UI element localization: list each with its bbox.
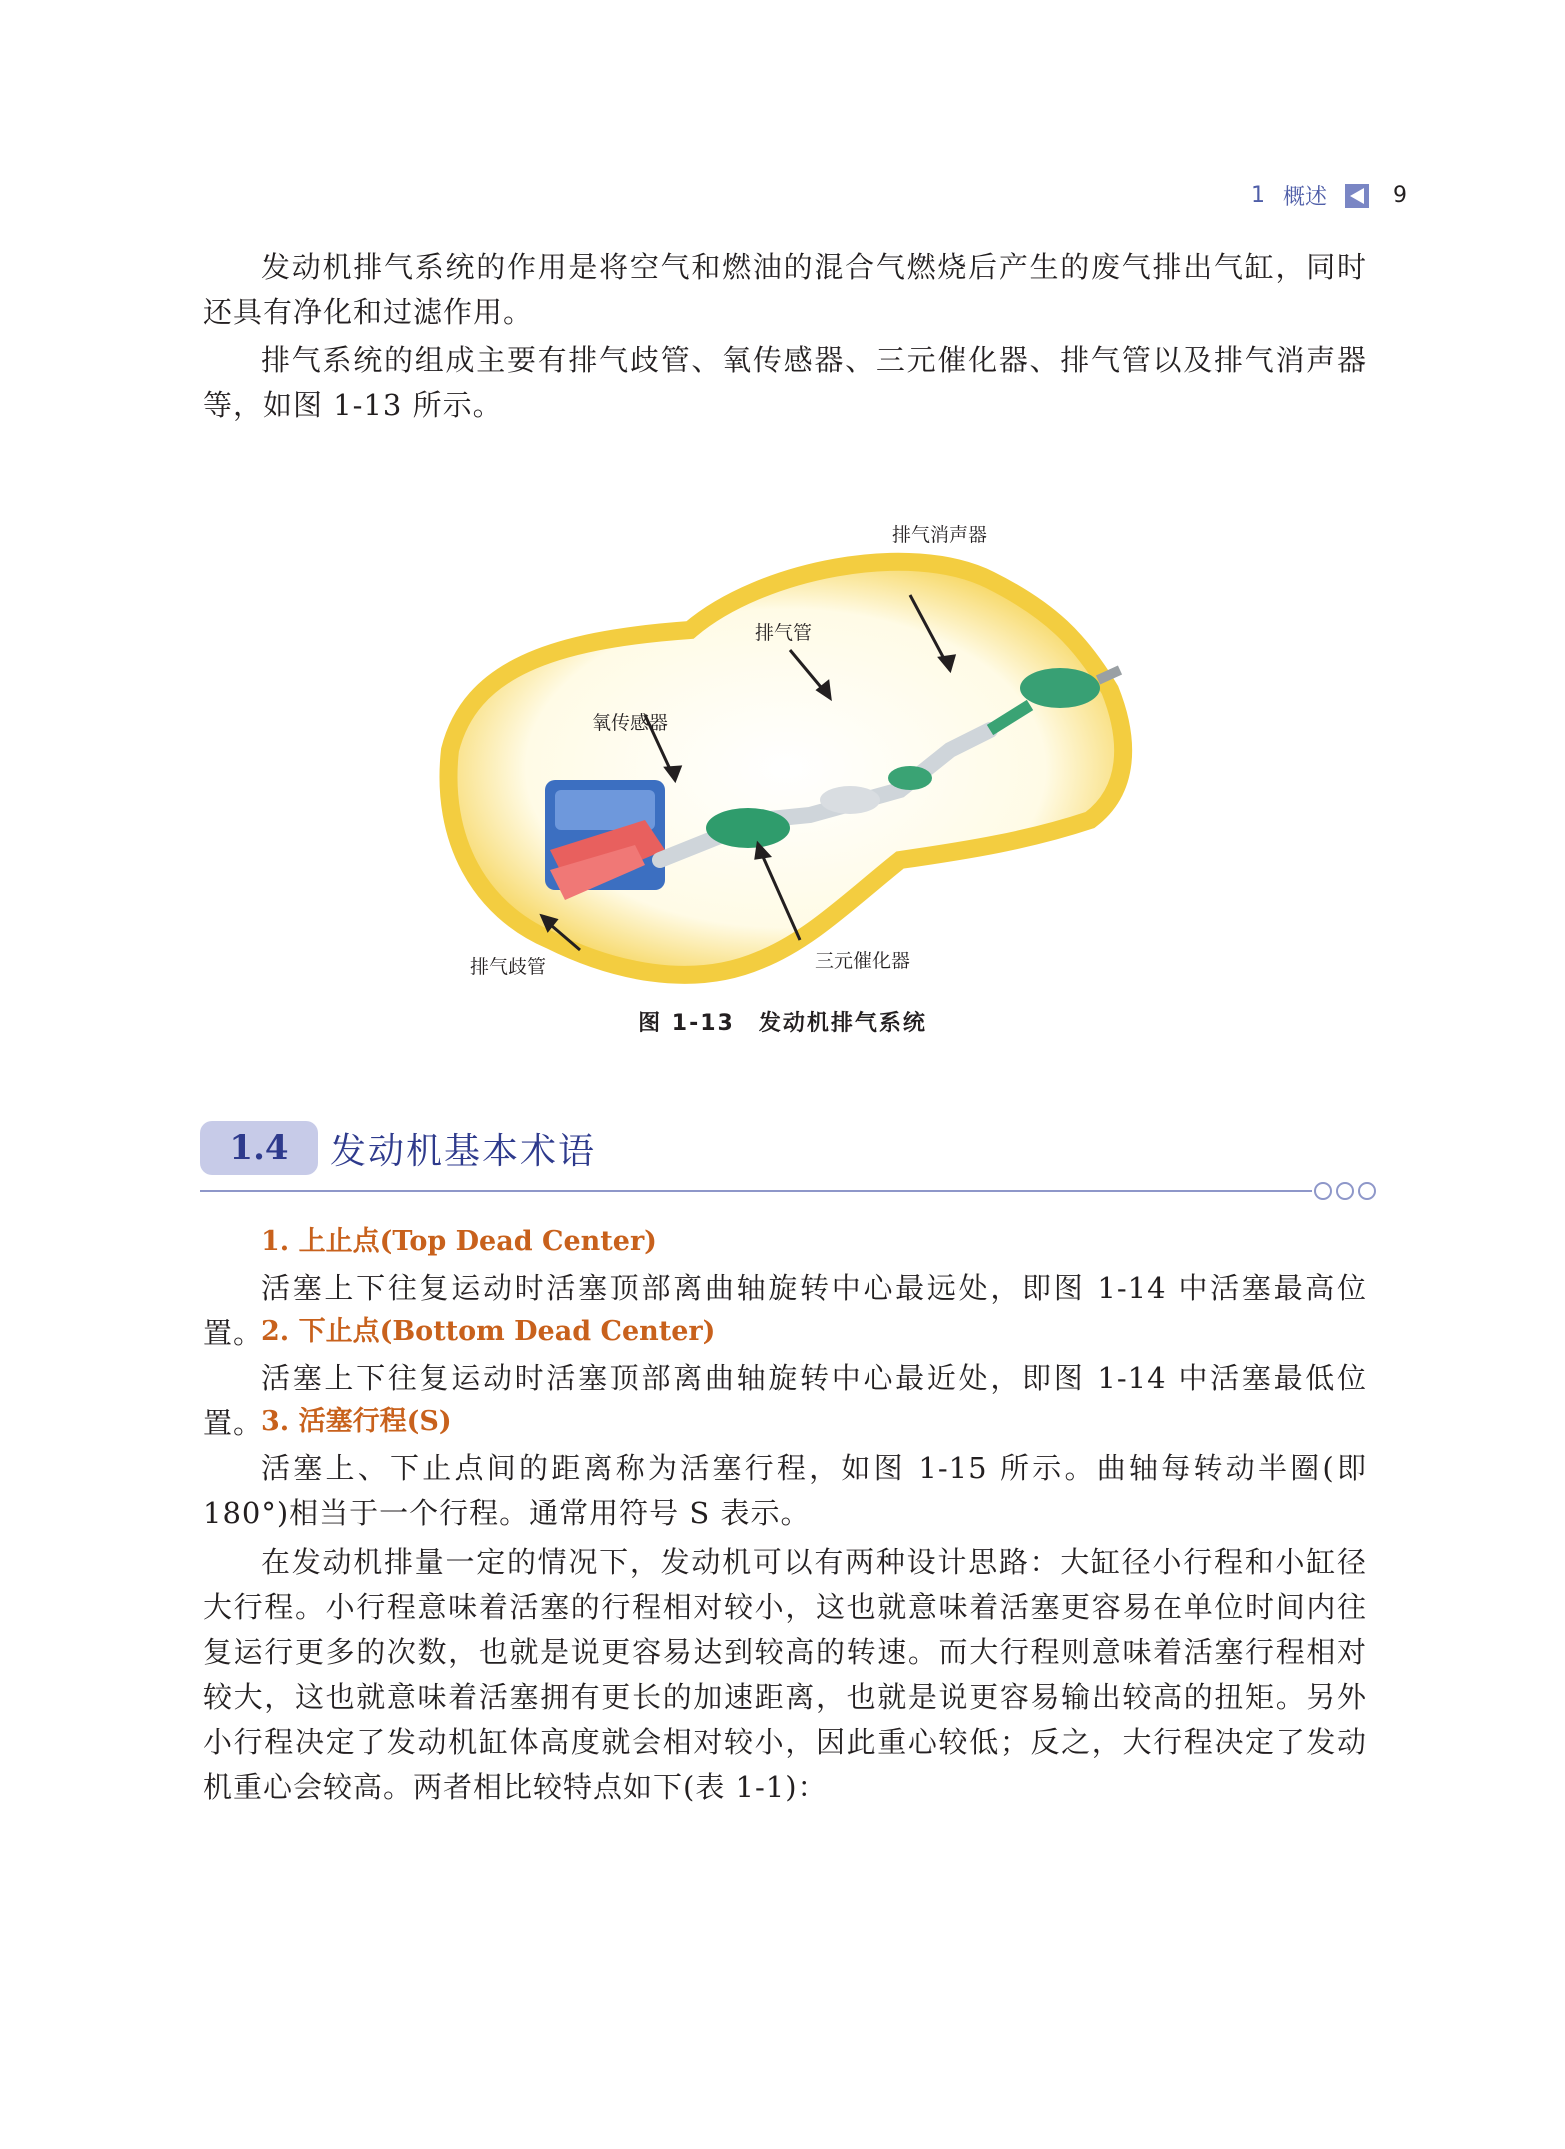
- figure-caption: 图 1-13 发动机排气系统: [638, 1011, 927, 1036]
- section-number: 1.4: [200, 1121, 318, 1175]
- term-3-heading: 3. 活塞行程(S): [261, 1406, 452, 1437]
- section-divider: [200, 1190, 1312, 1192]
- engine-block: [545, 780, 665, 900]
- chapter-number: 1: [1250, 183, 1265, 208]
- catalytic-converter: [706, 808, 790, 848]
- label-oxygen-sensor: 氧传感器: [592, 712, 669, 734]
- intro-paragraph-2: 排气系统的组成主要有排气歧管、氧传感器、三元催化器、排气管以及排气消声器等，如图 1-13 所示。: [203, 343, 1367, 422]
- page-number: 9: [1393, 183, 1407, 208]
- chapter-marker-icon: [1345, 184, 1369, 208]
- divider-circles-icon: [1314, 1182, 1376, 1200]
- exhaust-system-illustration: [430, 520, 1150, 1000]
- running-header: [1251, 180, 1407, 211]
- term-3-body: 活塞上、下止点间的距离称为活塞行程，如图 1-15 所示。曲轴每转动半圈(即 180°)相当于一个行程。通常用符号 S 表示。: [203, 1451, 1367, 1530]
- term-2-body: 活塞上下往复运动时活塞顶部离曲轴旋转中心最近处，即图 1-14 中活塞最低位置。: [203, 1361, 1367, 1440]
- label-muffler: 排气消声器: [892, 524, 988, 546]
- label-exhaust-pipe: 排气管: [755, 622, 813, 644]
- muffler: [1020, 668, 1100, 708]
- term-3-body-2: 在发动机排量一定的情况下，发动机可以有两种设计思路：大缸径小行程和小缸径大行程。小行程意味着活塞的行程相对较小，这也就意味着活塞更容易在单位时间内往复运行更多的次数，也就是说更容易达到较高的转速。而大行程则意味着活塞行程相对较大，这也就意味着活塞拥有更长的加速距离，也就是说更容易输出较高的扭矩。另外小行程决定了发动机缸体高度就会相对较小，因此重心较低；反之，大行程决定了发动机重心会较高。两者相比较特点如下(表 1-1)：: [203, 1545, 1367, 1804]
- term-2-heading: 2. 下止点(Bottom Dead Center): [261, 1316, 716, 1347]
- chapter-title: 概述: [1282, 185, 1327, 210]
- section-title: 发动机基本术语: [330, 1131, 597, 1172]
- term-1-body: 活塞上下往复运动时活塞顶部离曲轴旋转中心最远处，即图 1-14 中活塞最高位置。: [203, 1271, 1367, 1350]
- intro-paragraph-1: 发动机排气系统的作用是将空气和燃油的混合气燃烧后产生的废气排出气缸，同时还具有净化和过滤作用。: [203, 250, 1367, 329]
- section-heading: [200, 1115, 1370, 1195]
- term-1-heading: 1. 上止点(Top Dead Center): [261, 1226, 657, 1257]
- exhaust-system-figure: [430, 520, 1150, 1000]
- label-exhaust-manifold: 排气歧管: [470, 956, 547, 978]
- label-catalytic-converter: 三元催化器: [815, 950, 911, 972]
